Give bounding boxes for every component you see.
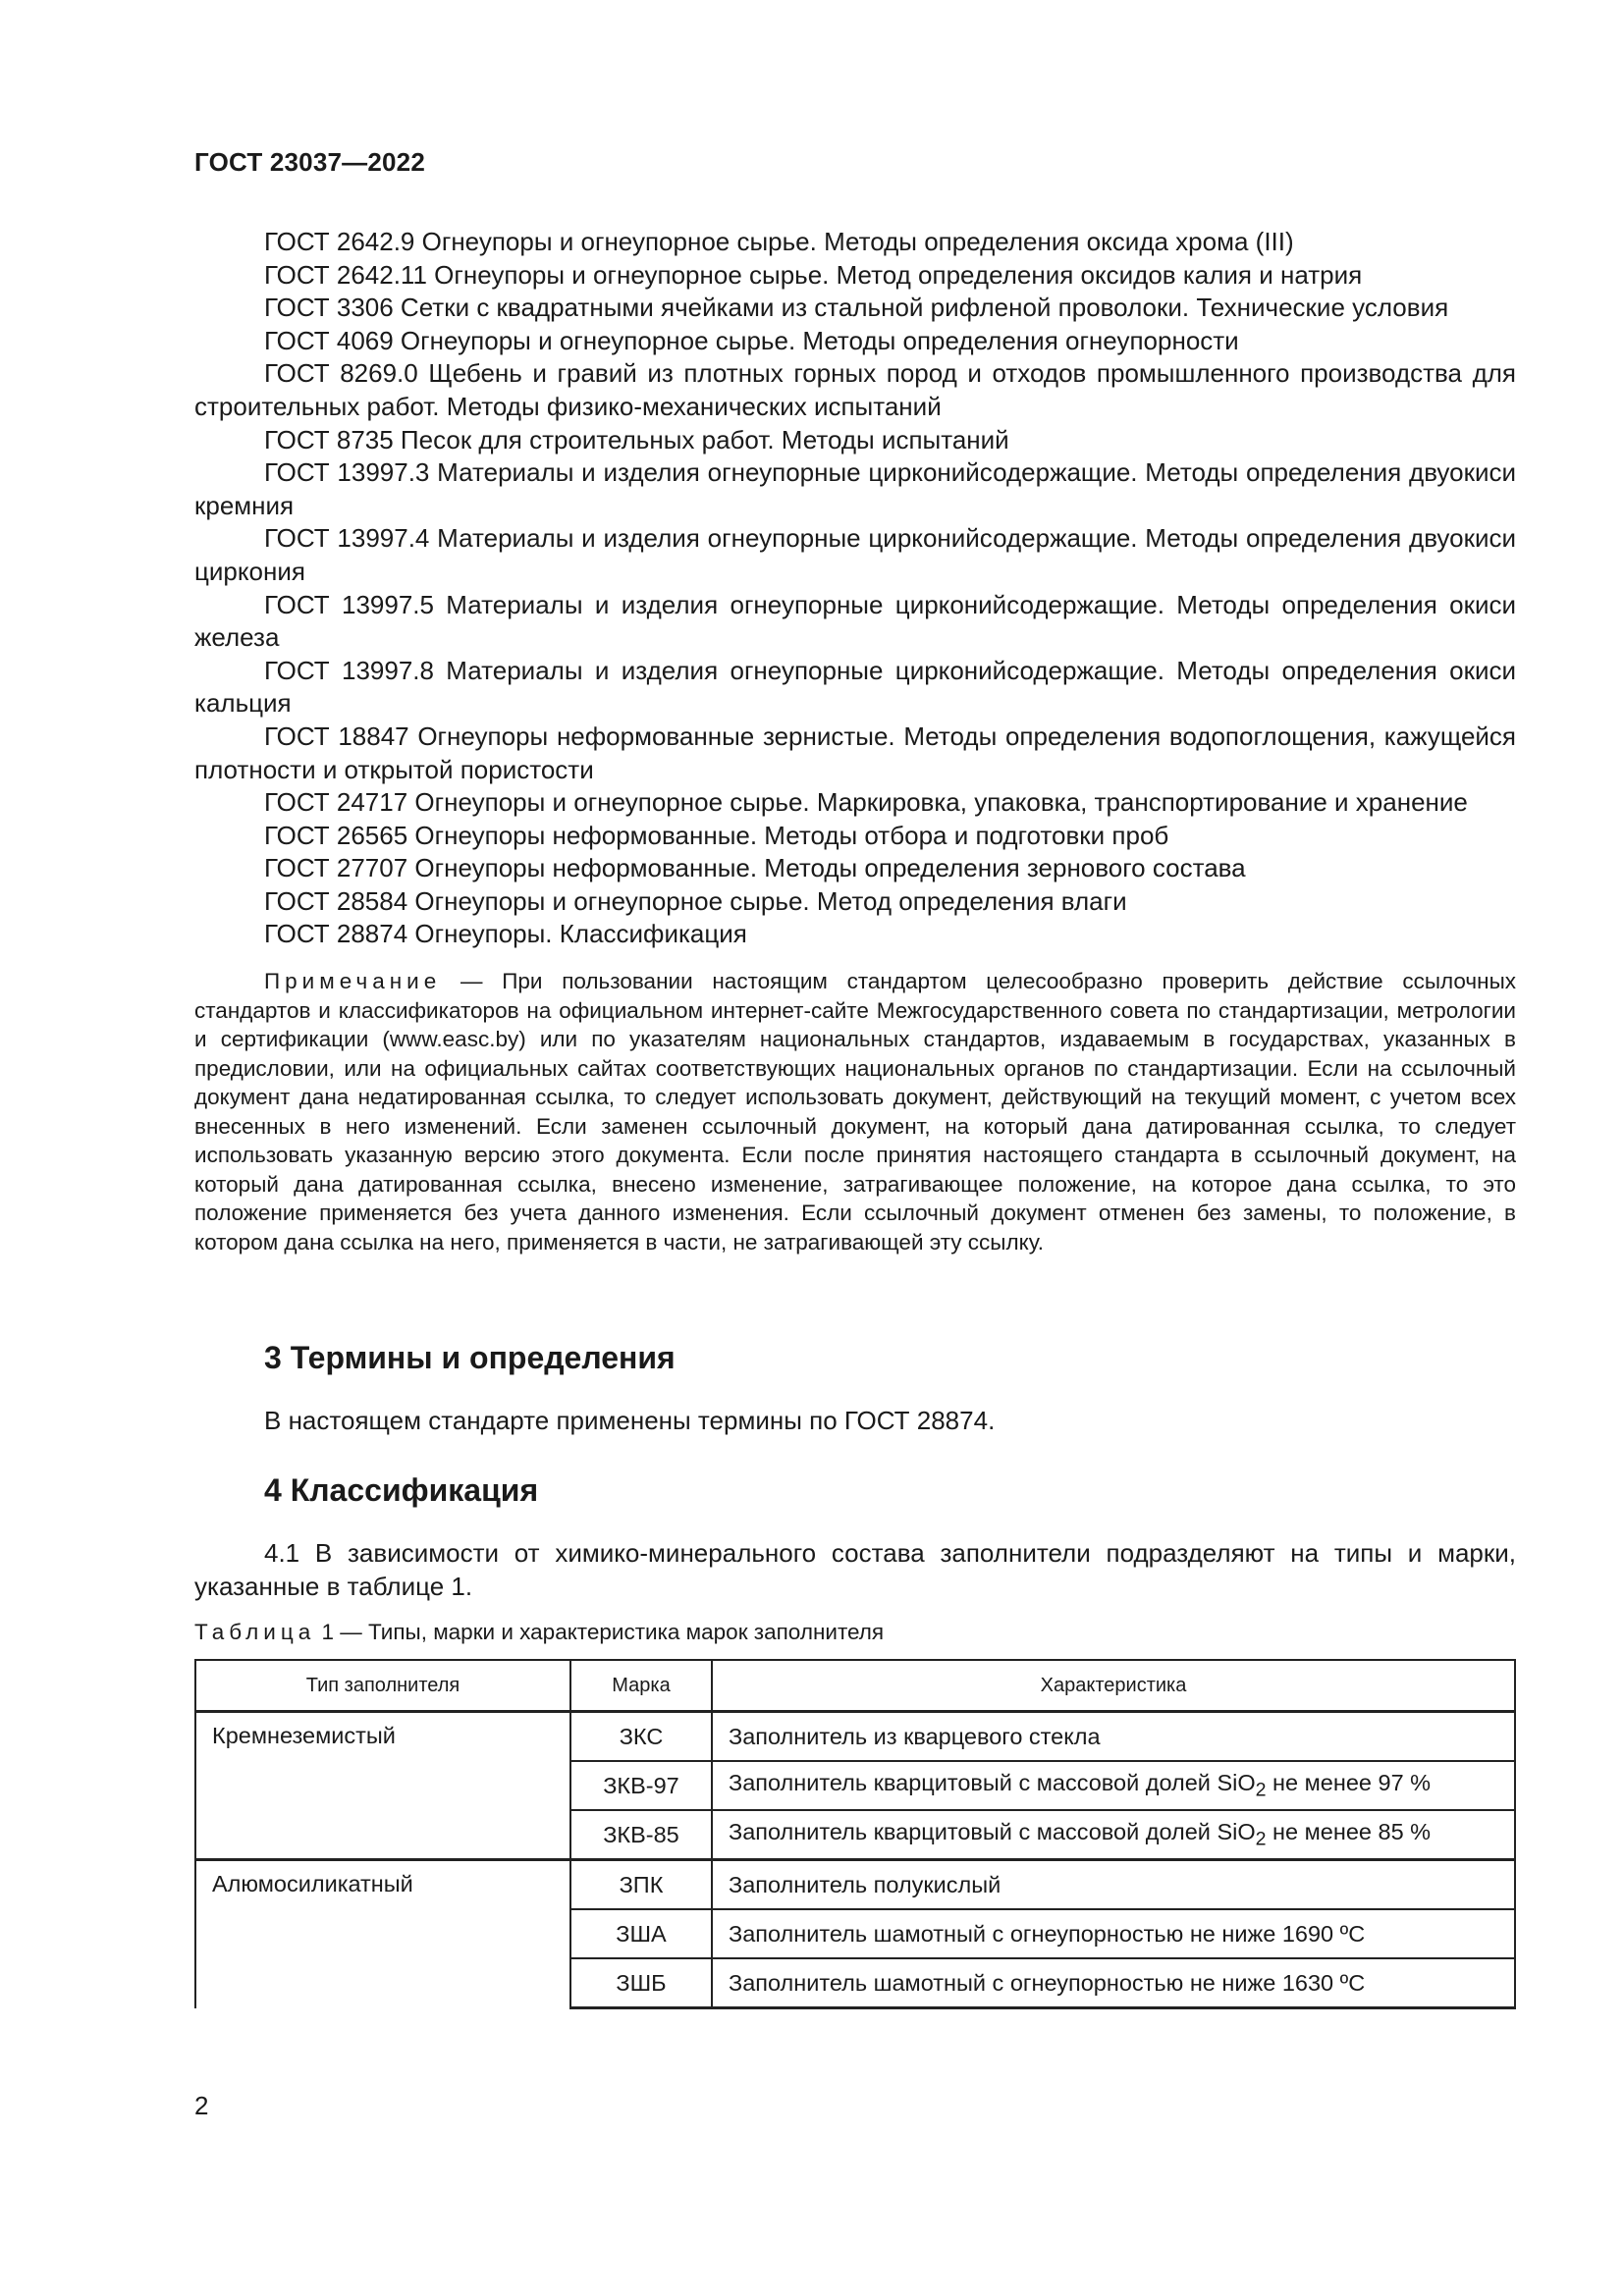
characteristic-cell — [712, 1761, 1515, 1810]
type-cell: Алюмосиликатный — [195, 1860, 570, 2008]
reference-item: ГОСТ 4069 Огнеупоры и огнеупорное сырье. Методы определения огнеупорности — [264, 325, 1239, 355]
normative-references-list — [194, 226, 1516, 951]
characteristic-cell: Заполнитель полукислый — [712, 1860, 1515, 1910]
note-text: — При пользовании настоящим стандартом целесообразно проверить действие ссылочных стандартов и классификаторов на официальном интернет-сайте Межгосударственного совета по стандартизации, метрологии и сертификации (www.easc.by) или по указателям национальных стандартов, издаваемым в государствах, указанных в предисловии, или на официальных сайтах соответствующих национальных органов по стандартизации. Если на ссылочный документ дана недатированная ссылка, то следует использовать документ, действующий на текущий момент, с учетом всех внесенных в него изменений. Если заменен ссылочный документ, на который дана датированная ссылка, то следует использовать указанную версию этого документа. Если после принятия настоящего стандарта в ссылочный документ, на который дана датированная ссылка, внесено изменение, затрагивающее положение, на которое дана ссылка, то это положение применяется без учета данного изменения. Если ссылочный документ отменен без замены, то положение, в котором дана ссылка на него, применяется в части, не затрагивающей эту ссылку. — [194, 969, 1516, 1255]
reference-item: ГОСТ 28874 Огнеупоры. Классификация — [264, 919, 747, 949]
section-4-text — [194, 1536, 1516, 1603]
mark-cell: ЗКВ-85 — [570, 1810, 712, 1860]
section-3-title: 3 Термины и определения — [264, 1340, 676, 1375]
char-subscript: 2 — [1255, 1828, 1267, 1850]
reference-item: ГОСТ 28584 Огнеупоры и огнеупорное сырье. Метод определения влаги — [264, 885, 1127, 916]
section-4-paragraph: 4.1 В зависимости от химико-минерального состава заполнители подразделяют на типы и марки, указанные в таблице 1. — [194, 1538, 1516, 1601]
reference-item: ГОСТ 2642.11 Огнеупоры и огнеупорное сырье. Метод определения оксидов калия и натрия — [264, 259, 1363, 290]
table-header-cell: Марка — [570, 1660, 712, 1712]
char-text: не менее 85 % — [1266, 1818, 1432, 1844]
references-note — [194, 967, 1516, 1256]
table-row — [195, 1860, 1515, 1910]
reference-item: ГОСТ 13997.3 Материалы и изделия огнеупорные цирконийсодержащие. Методы определения двуокиси кремния — [194, 457, 1516, 520]
reference-item: ГОСТ 13997.5 Материалы и изделия огнеупорные цирконийсодержащие. Методы определения окиси железа — [194, 589, 1516, 653]
reference-item: ГОСТ 2642.9 Огнеупоры и огнеупорное сырье. Методы определения оксида хрома (III) — [264, 227, 1294, 256]
reference-item: ГОСТ 13997.4 Материалы и изделия огнеупорные цирконийсодержащие. Методы определения двуокиси циркония — [194, 523, 1516, 586]
reference-item: ГОСТ 3306 Сетки с квадратными ячейками из стальной рифленой проволоки. Технические условия — [264, 293, 1449, 323]
table-caption-label: Таблица — [194, 1620, 316, 1644]
reference-item: ГОСТ 27707 Огнеупоры неформованные. Методы определения зернового состава — [264, 853, 1246, 883]
note-label: Примечание — [264, 969, 442, 993]
char-text: Заполнитель кварцитовый с массовой долей SiO — [729, 1769, 1256, 1795]
table-row — [195, 1712, 1515, 1762]
char-text: не менее 97 % — [1266, 1769, 1432, 1795]
table-caption-text: 1 — Типы, марки и характеристика марок заполнителя — [321, 1620, 885, 1644]
reference-item: ГОСТ 24717 Огнеупоры и огнеупорное сырье. Маркировка, упаковка, транспортирование и хранение — [264, 787, 1468, 818]
reference-item: ГОСТ 18847 Огнеупоры неформованные зернистые. Методы определения водопоглощения, кажущейся плотности и открытой пористости — [194, 721, 1516, 784]
characteristic-cell: Заполнитель из кварцевого стекла — [712, 1712, 1515, 1762]
mark-cell: ЗКВ-97 — [570, 1761, 712, 1810]
char-subscript: 2 — [1255, 1779, 1267, 1801]
char-text: Заполнитель кварцитовый с массовой долей SiO — [729, 1818, 1256, 1844]
reference-item: ГОСТ 8269.0 Щебень и гравий из плотных горных пород и отходов промышленного производства для строительных работ. Методы физико-механических испытаний — [194, 358, 1516, 421]
reference-item: ГОСТ 13997.8 Материалы и изделия огнеупорные цирконийсодержащие. Методы определения окиси кальция — [194, 655, 1516, 719]
characteristic-cell — [712, 1810, 1515, 1860]
table-1 — [194, 1659, 1516, 2009]
section-4-title: 4 Классификация — [264, 1472, 539, 1508]
type-cell: Кремнеземистый — [195, 1712, 570, 1860]
reference-item: ГОСТ 26565 Огнеупоры неформованные. Методы отбора и подготовки проб — [264, 820, 1169, 850]
reference-item: ГОСТ 8735 Песок для строительных работ. Методы испытаний — [264, 424, 1009, 454]
mark-cell: ЗША — [570, 1909, 712, 1958]
section-3-paragraph: В настоящем стандарте применены термины по ГОСТ 28874. — [264, 1406, 996, 1435]
table-1-caption — [194, 1620, 884, 1645]
mark-cell: ЗШБ — [570, 1958, 712, 2008]
document-header: ГОСТ 23037—2022 — [194, 147, 425, 177]
table-header-cell: Тип заполнителя — [195, 1660, 570, 1712]
table-header-row — [195, 1660, 1515, 1712]
mark-cell: ЗПК — [570, 1860, 712, 1910]
mark-cell: ЗКС — [570, 1712, 712, 1762]
section-3-text — [194, 1404, 1516, 1437]
characteristic-cell: Заполнитель шамотный с огнеупорностью не ниже 1690 ºС — [712, 1909, 1515, 1958]
table-header-cell: Характеристика — [712, 1660, 1515, 1712]
characteristic-cell: Заполнитель шамотный с огнеупорностью не ниже 1630 ºС — [712, 1958, 1515, 2008]
page-number: 2 — [194, 2091, 209, 2120]
